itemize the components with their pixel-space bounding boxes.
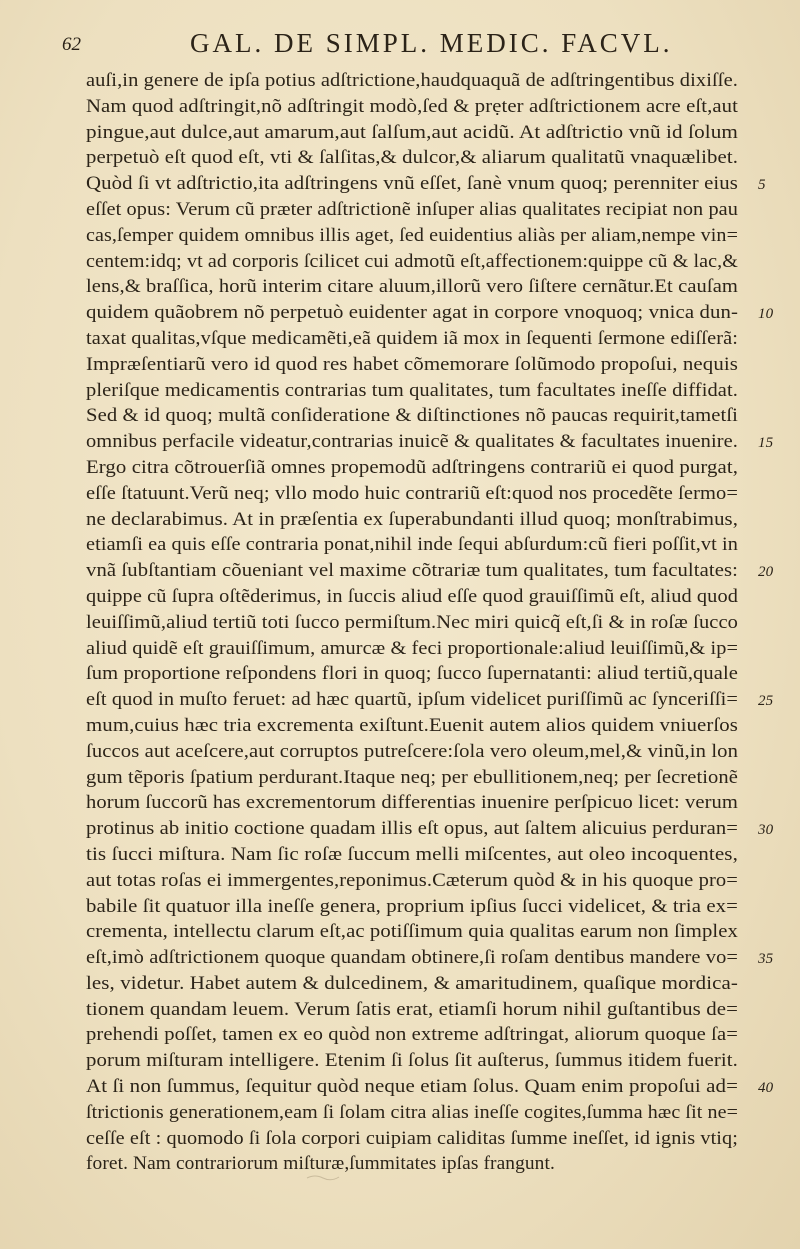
line-text: Quòd ſi vt adſtrictio,ita adſtringens vnũ eſſet, ſanè vnum quoq; perenniter eius xyxy=(86,173,738,195)
line-text: horum ſuccorũ has excrementorum differentias inuenire perſpicuo licet: verum xyxy=(86,792,738,814)
text-line xyxy=(86,610,766,636)
line-text: centem:idq; vt ad corporis ſcilicet cui admotũ eſt,affectionem:quippe cũ & lac,& xyxy=(86,250,738,272)
line-text: quippe cũ ſupra oſtẽderimus, in ſuccis aliud eſſe quod grauiſſimũ eſt, aliud quod xyxy=(86,585,738,607)
line-text: At ſi non ſummus, ſequitur quòd neque etiam ſolus. Quam enim propoſui ad= xyxy=(86,1076,738,1098)
text-line xyxy=(86,1151,766,1177)
line-text: ceſſe eſt : quomodo ſi ſola corpori cuipiam caliditas ſumme ineſſet, id ignis vtiq; xyxy=(86,1127,738,1149)
line-text: Impræſentiarũ vero id quod res habet cõmemorare ſolũmodo propoſui, nequis xyxy=(86,353,738,375)
text-line xyxy=(86,971,766,997)
line-text: crementa, intellectu clarum eſt,ac potiſſimum quia qualitas earum non ſimplex xyxy=(86,921,738,943)
text-line xyxy=(86,378,766,404)
marginal-line-number: 35 xyxy=(758,951,774,968)
text-line xyxy=(86,945,774,971)
text-line xyxy=(86,249,766,275)
marginal-line-number: 25 xyxy=(758,693,774,710)
text-line xyxy=(86,636,766,662)
text-line xyxy=(86,223,766,249)
text-line xyxy=(86,713,766,739)
text-line xyxy=(86,68,766,94)
text-line xyxy=(86,352,766,378)
marginal-line-number: 20 xyxy=(758,564,774,581)
text-line xyxy=(86,507,766,533)
line-text: porum miſturam intelligere. Etenim ſi ſolus ſit auſterus, ſummus itidem fuerit. xyxy=(86,1050,738,1072)
line-text: etiamſi ea quis eſſe contraria ponat,nihil inde ſequi abſurdum:cũ fieri poſſit,vt in xyxy=(86,534,739,556)
line-text: taxat qualitas,vſque medicamẽti,eã quidem iã mox in ſequenti ſermone ediſſerã: xyxy=(86,327,739,349)
text-line xyxy=(86,584,766,610)
text-line xyxy=(86,739,766,765)
line-text: pingue,aut dulce,aut amarum,aut ſalſum,aut acidũ. At adſtrictio vnũ id ſolum xyxy=(86,121,738,143)
line-text: Nam quod adſtringit,nõ adſtringit modò,ſed & prẹter adſtrictionem acre eſt,aut xyxy=(86,95,738,117)
text-line xyxy=(86,1022,766,1048)
text-line xyxy=(86,919,766,945)
text-line xyxy=(86,94,766,120)
line-text: prehendi poſſet, tamen ex eo quòd non extreme adſtringat, aliorum quoque ſa= xyxy=(86,1024,738,1046)
text-line xyxy=(86,145,766,171)
marginal-line-number: 10 xyxy=(758,306,774,323)
text-line xyxy=(86,842,766,868)
line-text: eſt quod in muſto feruet: ad hæc quartũ, ipſum videlicet puriſſimũ ac ſynceriſſi= xyxy=(86,689,738,711)
text-line xyxy=(86,326,766,352)
text-line xyxy=(86,171,766,197)
line-text: vnã ſubſtantiam cõueniant vel maxime cõtrariæ tum qualitates, tum facultates: xyxy=(86,560,738,582)
text-line xyxy=(86,894,766,920)
running-head: GAL. DE SIMPL. MEDIC. FACVL. xyxy=(190,28,673,58)
line-text: eſſet opus: Verum cũ præter adſtrictionẽ inſuper alias qualitates recipiat non pau xyxy=(86,198,738,220)
line-text: gum tẽporis ſpatium perdurant.Itaque neq; per ebullitionem,neq; per ſecretionẽ xyxy=(86,766,738,788)
line-text: omnibus perfacile videatur,contrarias inuicẽ & qualitates & facultates inuenire. xyxy=(86,431,738,453)
line-text: cas,ſemper quidem omnibus illis aget, ſed euidentius aliàs per aliam,nempe vin= xyxy=(86,224,738,246)
text-line xyxy=(86,197,766,223)
text-line xyxy=(86,481,766,507)
body-text xyxy=(86,68,774,1177)
marginal-line-number: 15 xyxy=(758,435,774,452)
line-text: mum,cuius hæc tria excrementa exiſtunt.Euenit autem alios quidem vniuerſos xyxy=(86,714,738,736)
line-text: Sed & id quoq; multã conſideratione & diſtinctiones nõ paucas requirit,tametſi xyxy=(86,405,738,427)
text-line xyxy=(86,765,766,791)
line-text: lens,& braſſica, horũ interim citare aluum,illorũ vero ſiſtere cernãtur.Et cauſam xyxy=(86,276,739,298)
line-text: auſi,in genere de ipſa potius adſtrictione,haudquaquã de adſtringentibus dixiſſe. xyxy=(86,70,738,91)
page-header xyxy=(62,26,752,60)
line-text: tis ſucci miſtura. Nam ſic roſæ ſuccum melli miſcentes, aut oleo incoquentes, xyxy=(86,843,738,865)
text-line xyxy=(86,1048,766,1074)
line-text: ſtrictionis generationem,eam ſi ſolam citra alias ineſſe cogites,ſumma hæc ſit ne= xyxy=(86,1101,738,1123)
text-line xyxy=(86,429,774,455)
ink-smudge xyxy=(305,1172,341,1182)
text-line xyxy=(86,455,766,481)
text-line xyxy=(86,997,766,1023)
text-line xyxy=(86,120,766,146)
line-text: leuiſſimũ,aliud tertiũ toti ſucco permiſtum.Nec miri quicq̃ eſt,ſi & in roſæ ſucco xyxy=(86,611,738,633)
line-text: babile ſit quatuor illa ineſſe genera, proprium ipſius ſucci videlicet, & tria ex= xyxy=(86,895,738,917)
marginal-line-number: 40 xyxy=(758,1080,774,1097)
line-text: les, videtur. Habet autem & dulcedinem, & amaritudinem, quaſique mordica- xyxy=(86,972,738,994)
line-text: quidem quãobrem nõ perpetuò euidenter agat in corpore vnoquoq; vnica dun- xyxy=(86,302,738,324)
line-text: eſt,imò adſtrictionem quoque quandam obtinere,ſi roſam dentibus mandere vo= xyxy=(86,947,738,969)
line-text: Ergo citra cõtrouerſiã omnes propemodũ adſtringens contrariũ ei quod purgat, xyxy=(86,456,738,478)
text-line xyxy=(86,300,774,326)
text-line xyxy=(86,558,774,584)
text-line xyxy=(86,868,766,894)
line-text: ſum proportione reſpondens flori in quoq; ſucco ſupernatanti: aliud tertiũ,quale xyxy=(86,663,738,685)
text-line xyxy=(86,532,766,558)
line-text: eſſe ſtatuunt.Verũ neq; vllo modo huic contrariũ eſt:quod nos procedẽte ſermo= xyxy=(86,482,739,504)
line-text: foret. Nam contrariorum miſturæ,ſummitates ipſas frangunt. xyxy=(86,1153,555,1175)
text-line xyxy=(86,1126,766,1152)
line-text: ne declarabimus. At in præſentia ex ſuperabundanti illud quoq; monſtrabimus, xyxy=(86,508,738,530)
text-line xyxy=(86,274,766,300)
text-line xyxy=(86,816,774,842)
marginal-line-number: 5 xyxy=(758,177,766,194)
text-line xyxy=(86,661,766,687)
line-text: protinus ab initio coctione quadam illis eſt opus, aut ſaltem alicuius perduran= xyxy=(86,818,738,840)
text-line xyxy=(86,1074,774,1100)
text-line xyxy=(86,790,766,816)
line-text: perpetuò eſt quod eſt, vti & ſalſitas,& dulcor,& aliarum qualitatũ vnaquælibet. xyxy=(86,147,738,169)
text-line xyxy=(86,687,774,713)
line-text: ſuccos aut aceſcere,aut corruptos putreſcere:ſola vero oleum,mel,& vinũ,in lon xyxy=(86,740,738,762)
page-number: 62 xyxy=(62,34,81,55)
text-line xyxy=(86,1100,766,1126)
line-text: tionem quandam leuem. Verum ſatis erat, etiamſi horum nihil guſtantibus de= xyxy=(86,998,738,1020)
line-text: aliud quidẽ eſt grauiſſimum, amurcæ & feci proportionale:aliud leuiſſimũ,& ip= xyxy=(86,637,738,659)
line-text: aut totas roſas ei immergentes,reponimus.Cæterum quòd & in his quoque pro= xyxy=(86,869,738,891)
line-text: pleriſque medicamentis contrarias tum qualitates, tum facultates ineſſe diffidat. xyxy=(86,379,738,401)
text-line xyxy=(86,403,766,429)
marginal-line-number: 30 xyxy=(758,822,774,839)
